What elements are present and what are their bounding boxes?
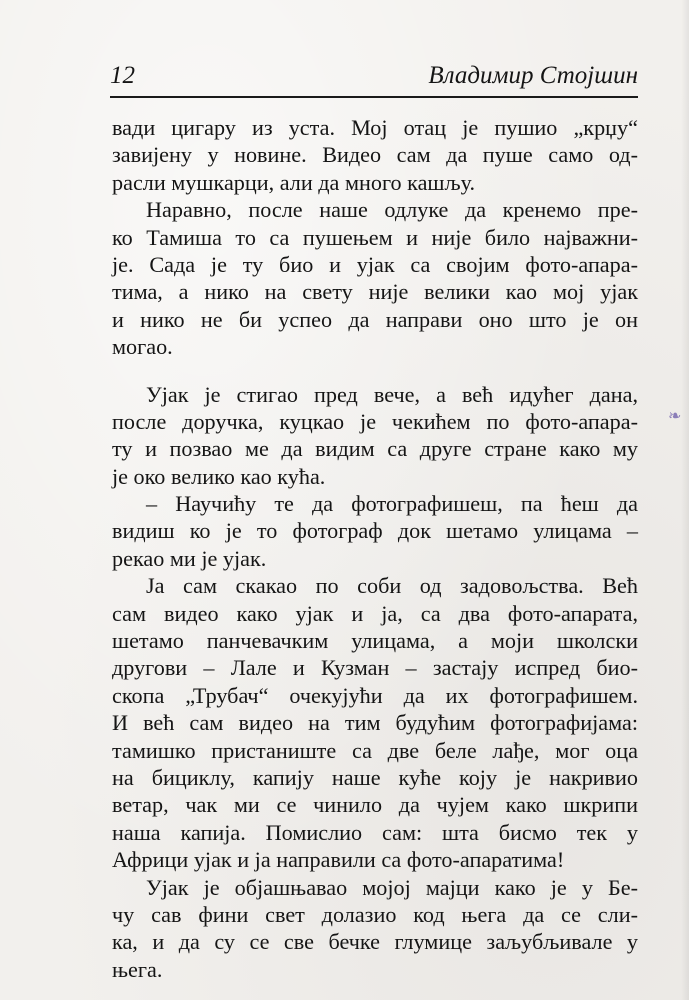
text-line: тамишко пристаниште са две беле лађе, мог оца xyxy=(112,737,638,763)
text-line: завијену у новине. Видео сам да пуше само од- xyxy=(112,142,638,168)
ink-stain-mark: ❧ xyxy=(668,408,682,425)
text-line: на бициклу, капију наше куће коју је накривио xyxy=(112,764,638,790)
text-line: другови – Лале и Кузман – застају испред био- xyxy=(112,655,638,681)
text-line: ка, и да су се све бечке глумице заљубљивале у xyxy=(112,929,638,955)
text-line: наша капија. Помислио сам: шта бисмо тек у xyxy=(112,819,638,845)
page-header xyxy=(110,58,638,94)
text-line: ко Тамиша то са пушењем и није било најважни- xyxy=(112,224,638,250)
text-line: ветар, чак ми се чинило да чујем како шкрипи xyxy=(112,792,638,818)
text-line: шетамо панчевачким улицама, а моји школски xyxy=(112,628,638,654)
text-line: тима, а нико на свету није велики као мој ујак xyxy=(112,279,638,305)
text-line: рекао ми је ујак. xyxy=(112,545,267,571)
text-line: видиш ко је то фотограф док шетамо улицама – xyxy=(112,518,638,544)
text-line: је. Сада је ту био и ујак са својим фото-апара- xyxy=(112,251,638,277)
text-line: сам видео како ујак и ја, са два фото-апарата, xyxy=(112,600,638,626)
text-line: Ујак је стигао пред вече, а већ идућег дана, xyxy=(146,381,638,407)
page-number: 12 xyxy=(110,62,135,89)
text-line: њега. xyxy=(112,956,163,982)
text-line: Ујак је објашњавао мојој мајци како је у Бе- xyxy=(146,874,638,900)
text-line: и нико не би успео да направи оно што је он xyxy=(112,306,638,332)
text-line: Наравно, после наше одлуке да кренемо пре- xyxy=(146,197,638,223)
page-edge-shadow xyxy=(681,0,689,1000)
text-line: Ја сам скакао по соби од задовољства. Већ xyxy=(146,573,638,599)
section-gap xyxy=(112,361,638,381)
text-line: – Научићу те да фотографишеш, па ћеш да xyxy=(146,491,638,517)
text-line: могао. xyxy=(112,334,173,360)
text-line: И већ сам видео на тим будућим фотографијама: xyxy=(112,710,638,736)
running-head-author: Владимир Стојшин xyxy=(428,62,638,89)
text-line: ту и позвао ме да видим са друге стране како му xyxy=(112,436,638,462)
text-line: вади цигару из уста. Мој отац је пушио „крџу“ xyxy=(112,115,638,140)
text-line: Африци ујак и ја направили са фото-апаратима! xyxy=(112,847,565,873)
text-line: је око велико као кућа. xyxy=(112,463,326,489)
text-line: расли мушкарци, али да много кашљу. xyxy=(112,169,476,195)
text-line: чу сав фини свет долазио код њега да се сли- xyxy=(112,901,638,927)
body-text xyxy=(112,114,638,983)
text-line: после доручка, куцкао је чекићем по фото-апара- xyxy=(112,408,638,434)
text-line: скопа „Трубач“ очекујући да их фотографишем. xyxy=(112,682,638,708)
header-rule xyxy=(110,96,638,98)
